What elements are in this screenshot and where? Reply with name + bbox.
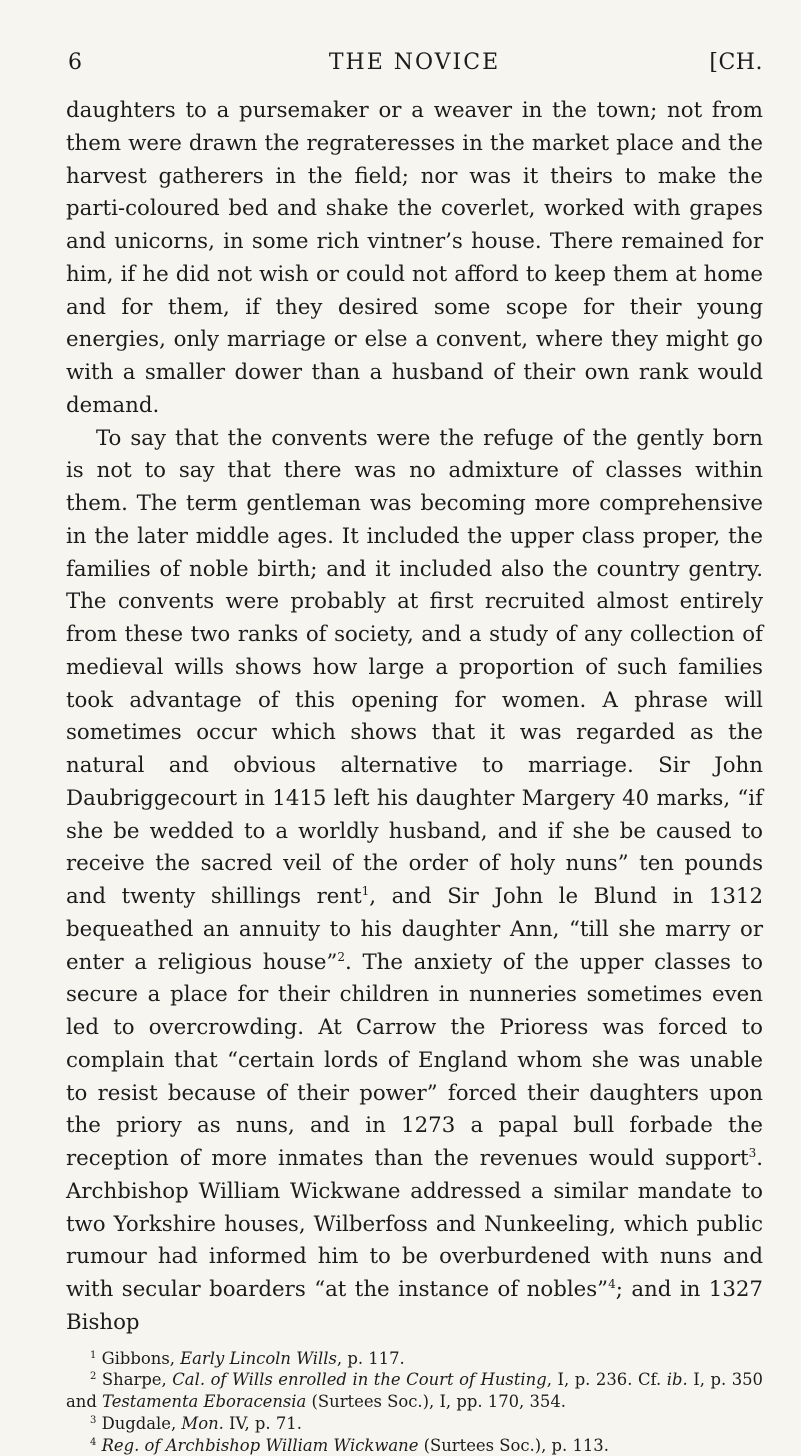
footnote-title: Testamenta Eboracensia bbox=[102, 1392, 306, 1411]
chapter-mark: [CH. bbox=[709, 50, 763, 75]
footnote-text: Dugdale, bbox=[102, 1414, 182, 1433]
paragraph bbox=[66, 423, 763, 1340]
footnote-text: IV, p. 71. bbox=[224, 1414, 302, 1433]
footnote-title: Cal. of Wills enrolled in the Court of Husting bbox=[172, 1370, 546, 1389]
footnote-text: , I, p. 236. Cf. bbox=[547, 1370, 667, 1389]
footnote-title: Reg. of Archbishop William Wickwane bbox=[102, 1436, 419, 1455]
footnote-ref: 1 bbox=[362, 884, 370, 898]
book-page bbox=[66, 50, 763, 1456]
footnotes bbox=[66, 1348, 763, 1456]
footnote bbox=[66, 1348, 763, 1370]
text-segment: ; and in 1327 Bishop bbox=[66, 1277, 763, 1335]
text-segment: , and Sir John le Blund in 1312 bequeathed an annuity to his daughter Ann, “till she marry or enter a religious house” bbox=[66, 884, 763, 975]
footnote-text: Sharpe, bbox=[102, 1370, 172, 1389]
footnote-mark: 1 bbox=[90, 1350, 96, 1361]
footnote-title: ib. bbox=[667, 1370, 688, 1389]
footnote-title: Mon. bbox=[181, 1414, 223, 1433]
text-segment: . Archbishop William Wickwane addressed a similar mandate to two Yorkshire houses, Wilberfoss and Nunkeeling, which public rumour had informed him to be overburdened with nuns and with secular boarders “at the instance of nobles” bbox=[66, 1146, 763, 1302]
footnote-mark: 2 bbox=[90, 1371, 96, 1382]
footnote-text: (Surtees Soc.), I, pp. 170, 354. bbox=[306, 1392, 566, 1411]
footnote bbox=[66, 1435, 763, 1456]
page-number: 6 bbox=[68, 50, 83, 75]
footnote-text: (Surtees Soc.), p. 113. bbox=[418, 1436, 609, 1455]
footnote-title: Early Lincoln Wills bbox=[180, 1349, 337, 1368]
footnote-ref: 3 bbox=[749, 1146, 757, 1160]
text-segment: To say that the convents were the refuge of the gently born is not to say that there was no admixture of classes within them. The term gentleman was becoming more comprehensive in the later middle ages. It included the upper class proper, the families of noble birth; and it included also the country gentry. The convents were probably at first recruited almost entirely from these two ranks of society, and a study of any collection of medieval wills shows how large a proportion of such families took advantage of this opening for women. A phrase will sometimes occur which shows that it was regarded as the natural and obvious alternative to marriage. Sir John Daubriggecourt in 1415 left his daughter Margery 40 marks, “if she be wedded to a worldly husband, and if she be caused to receive the sacred veil of the order of holy nuns” ten pounds and twenty shillings rent bbox=[66, 426, 763, 910]
footnote bbox=[66, 1413, 763, 1435]
footnote-text: Gibbons, bbox=[102, 1349, 181, 1368]
footnote-text: I, p. 350 and bbox=[66, 1370, 763, 1411]
running-title: THE NOVICE bbox=[66, 50, 763, 75]
footnote-mark: 4 bbox=[90, 1437, 96, 1448]
footnote bbox=[66, 1369, 763, 1413]
running-head bbox=[66, 50, 763, 84]
text-segment: . The anxiety of the upper classes to secure a place for their children in nunneries sometimes even led to overcrowding. At Carrow the Prioress was forced to complain that “certain lords of England whom she was unable to resist because of their power” forced their daughters upon the priory as nuns, and in 1273 a papal bull forbade the reception of more inmates than the revenues would support bbox=[66, 950, 763, 1172]
paragraph: daughters to a pursemaker or a weaver in the town; not from them were drawn the regrateresses in the market place and the harvest gatherers in the field; nor was it theirs to make the parti-coloured bed and shake the coverlet, worked with grapes and unicorns, in some rich vintner’s house. There remained for him, if he did not wish or could not afford to keep them at home and for them, if they desired some scope for their young energies, only marriage or else a convent, where they might go with a smaller dower than a husband of their own rank would demand. bbox=[66, 95, 763, 423]
footnote-ref: 4 bbox=[608, 1277, 616, 1291]
body-text bbox=[66, 95, 763, 1340]
footnote-text: , p. 117. bbox=[337, 1349, 405, 1368]
footnote-ref: 2 bbox=[337, 950, 345, 964]
footnote-mark: 3 bbox=[90, 1415, 96, 1426]
